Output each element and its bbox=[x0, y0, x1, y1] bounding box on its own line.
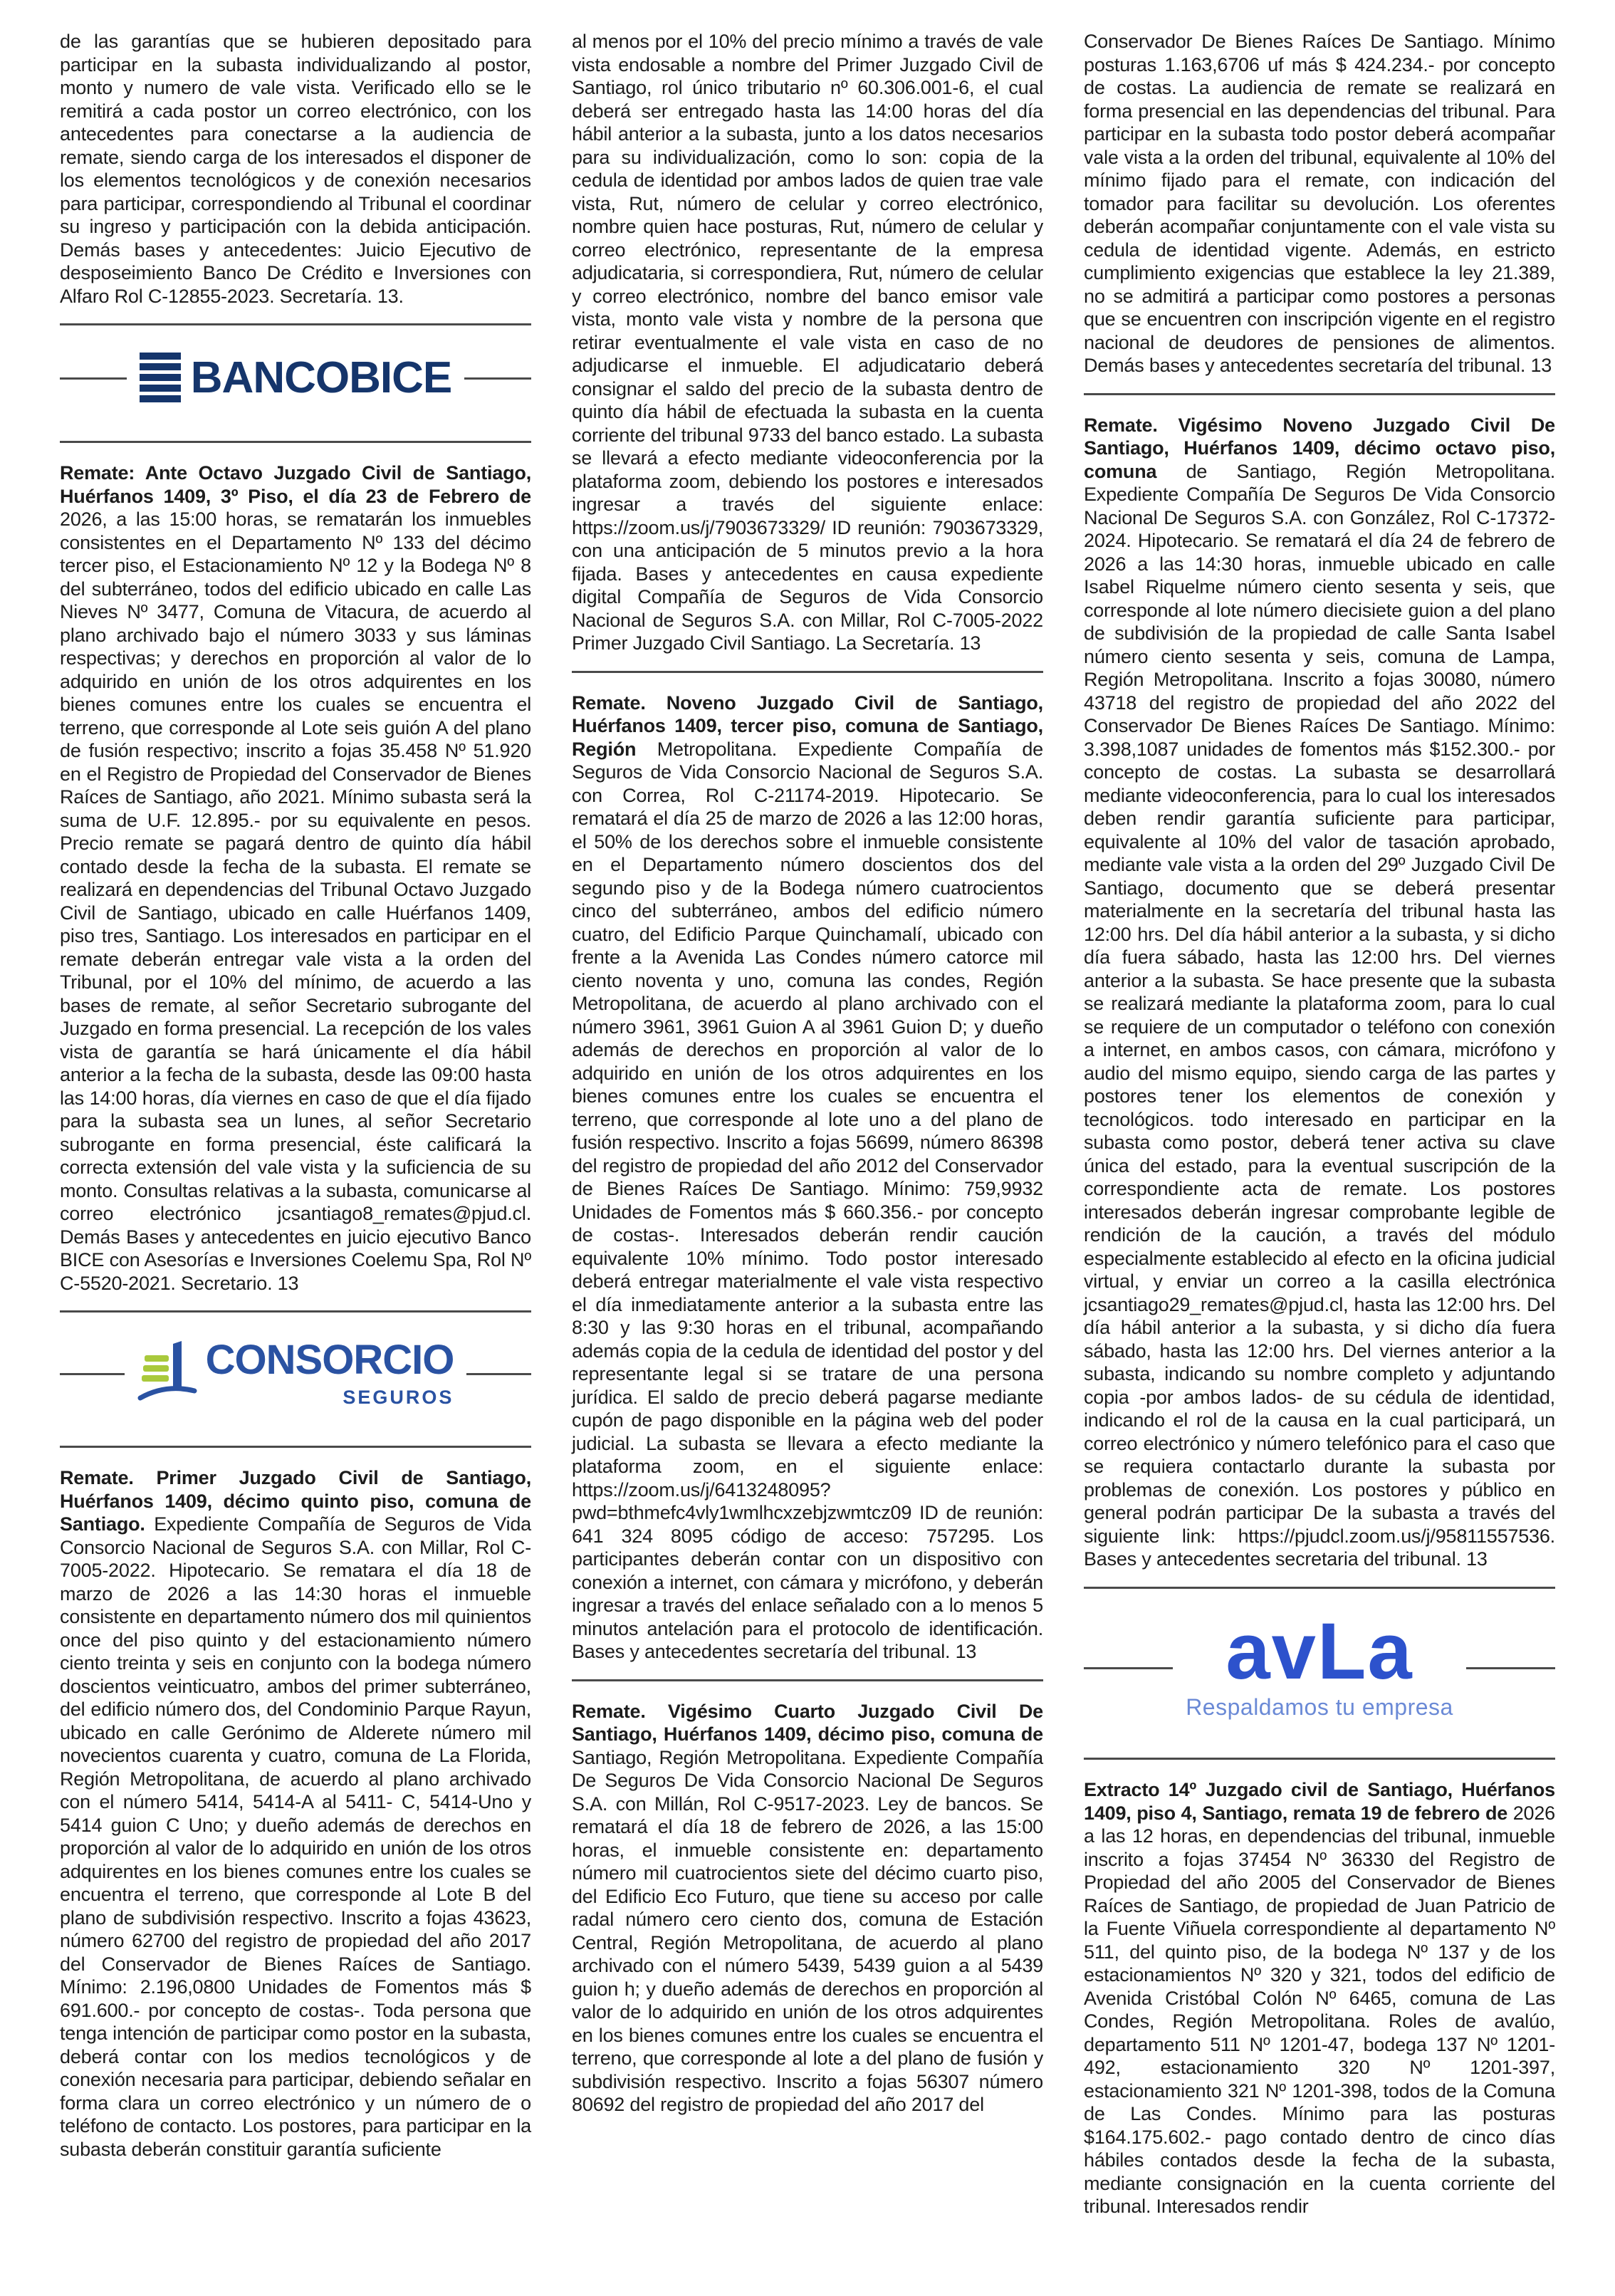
consorcio-text: CONSORCIO bbox=[205, 1337, 454, 1383]
divider bbox=[60, 377, 127, 380]
avla-tagline: Respaldamos tu empresa bbox=[1186, 1694, 1453, 1721]
divider bbox=[1084, 1587, 1555, 1589]
divider bbox=[1466, 1667, 1555, 1669]
notice-continuation-vigesimo-cuarto: Conservador De Bienes Raíces De Santiago. Mínimo posturas 1.163,6706 uf más $ 424.234.- por concepto de costas. La audiencia de remate se realizará en forma presencial en las dependencias del tribunal. Para participar en la subasta todo postor deberá acompañar vale vista a la orden del tribunal, equivalente al 10% del mínimo fijado para el remate, con indicación del tomador para facilitar su devolución. Los oferentes deberán acompañar conjuntamente con el vale vista su cedula de identidad vigente. Además, en estricto cumplimiento exigencias que establece la ley 21.389, no se admitirá a participar como postores a personas que se encuentren con inscripción vigente en el registro nacional de deudores de pensiones de alimentos. Demás bases y antecedentes secretaría del tribunal. 13 bbox=[1084, 31, 1555, 376]
divider-block bbox=[1084, 393, 1555, 395]
notice-continuation-bci: de las garantías que se hubieren depositado para participar en la subasta individualizando al postor, monto y numero de vale vista. Verificado ello se le remitirá a cada postor un correo electrónico, con los antecedentes para conectarse a la audiencia de remate, siendo carga de los interesados el disponer de los elementos tecnológicos y de conexión necesarios para participar, correspondiendo al Tribunal el coordinar su ingreso y participación con la debida anticipación. Demás bases y antecedentes: Juicio Ejecutivo de desposeimiento Banco De Crédito e Inversiones con Alfaro Rol C-12855-2023. Secretaría. 13. bbox=[60, 31, 531, 307]
ad-remate-noveno-juzgado bbox=[572, 692, 1043, 1664]
divider bbox=[60, 441, 531, 443]
ad-lead: Remate. Primer Juzgado Civil de Santiago, Huérfanos 1409, décimo quinto piso, comuna de Santiago. bbox=[60, 1467, 531, 1535]
divider bbox=[464, 377, 531, 380]
ad-lead: Remate. Vigésimo Cuarto Juzgado Civil De Santiago, Huérfanos 1409, décimo piso, comuna de bbox=[572, 1700, 1043, 1745]
divider bbox=[60, 323, 531, 325]
ad-lead: Remate: Ante Octavo Juzgado Civil de Santiago, Huérfanos 1409, 3º Piso, el día 23 de Febrero de bbox=[60, 462, 531, 507]
avla-logo bbox=[1186, 1606, 1453, 1721]
notice-continuation-primer-juzgado: al menos por el 10% del precio mínimo a través de vale vista endosable a nombre del Primer Juzgado Civil de Santiago, rol único tributario nº 60.306.001-6, el cual deberá ser entregado hasta las 14:00 horas del día hábil anterior a la subasta, junto a los datos necesarios para su individualización, como lo son: copia de la cedula de identidad por ambos lados de quien trae vale vista, Rut, número de celular y correo electrónico, nombre quien hace posturas, Rut, número de celular y correo electrónico, representante de la empresa adjudicataria, si correspondiera, Rut, número de celular y correo electrónico, nombre del banco emisor vale vista, monto vale vista y nombre de la persona que retirar eventualmente el vale vista en caso de no adjudicarse el inmueble. El adjudicatario deberá consignar el saldo del precio de la subasta dentro de quinto día hábil de efectuada la subasta en la cuenta corriente del tribunal 9733 del banco estado. La subasta se llevará a efecto mediante videoconferencia por la plataforma zoom, debiendo los postores e interesados ingresar a través del siguiente enlace: https://zoom.us/j/7903673329/ ID reunión: 7903673329, con una anticipación de 5 minutos previo a la hora fijada. Bases y antecedentes en causa expediente digital Compañía de Seguros de Vida Consorcio Nacional de Seguros S.A. con Millar, Rol C-7005-2022 Primer Juzgado Civil Santiago. La Secretaría. 13 bbox=[572, 31, 1043, 654]
banco-bice-logo-block bbox=[60, 323, 531, 443]
divider bbox=[1084, 1758, 1555, 1760]
avla-logo-block bbox=[1084, 1587, 1555, 1760]
consorcio-wordmark bbox=[205, 1337, 454, 1409]
divider-block bbox=[572, 671, 1043, 673]
divider bbox=[1084, 1667, 1173, 1669]
banco-bice-logo bbox=[140, 353, 451, 404]
divider-block bbox=[572, 1679, 1043, 1681]
avla-logo-row bbox=[1084, 1606, 1555, 1721]
ad-lead: Remate. Vigésimo Noveno Juzgado Civil De Santiago, Huérfanos 1409, décimo octavo piso, comuna bbox=[1084, 414, 1555, 482]
divider bbox=[60, 1446, 531, 1448]
divider bbox=[60, 1310, 531, 1313]
divider bbox=[1084, 393, 1555, 395]
consorcio-logo-row bbox=[60, 1337, 531, 1409]
column-3 bbox=[1084, 30, 1555, 2275]
consorcio-building-icon bbox=[137, 1340, 199, 1408]
divider bbox=[466, 1373, 531, 1375]
ad-body: 2026, a las 15:00 horas, se rematarán los inmuebles consistentes en el Departamento Nº 133 del décimo tercer piso, el Estacionamiento Nº 12 y la Bodega Nº 8 del subterráneo, todos del edificio ubicado en calle Las Nieves Nº 3477, Comuna de Vitacura, de acuerdo al plano archivado bajo el número 3033 y sus láminas respectivas; y derechos en proporción al valor de lo adquirido en unión de los otros adquirentes en los bienes comunes entre los cuales se encuentra el terreno, que corresponde al Lote seis guión A del plano de fusión respectivo; inscrito a fojas 35.458 Nº 51.920 en el Registro de Propiedad del Conservador de Bienes Raíces de Santiago, año 2021. Mínimo subasta será la suma de U.F. 12.895.- por su equivalente en pesos. Precio remate se pagará dentro de quinto día hábil contado desde la fecha de la subasta. El remate se realizará en dependencias del Tribunal Octavo Juzgado Civil de Santiago, ubicado en calle Huérfanos 1409, piso tres, Santiago. Los interesados en participar en el remate deberán entregar vale vista a la orden del Tribunal, por el 10% del mínimo, de acuerdo a las bases de remate, al señor Secretario subrogante del Juzgado en forma presencial. La recepción de los vales vista de garantía se hará únicamente el día hábil anterior a la fecha de la subasta, desde las 09:00 hasta las 14:00 horas, día viernes en caso de que el día fijado para la subasta sea un lunes, al señor Secretario subrogante en forma presencial, éste calificará la correcta extensión del vale vista y la suficiencia de su monto. Consultas relativas a la subasta, comunicarse al correo electrónico jcsantiago8_remates@pjud.cl. Demás Bases y antecedentes en juicio ejecutivo Banco BICE con Asesorías e Inversiones Coelemu Spa, Rol Nº C-5520-2021. Secretario. 13 bbox=[60, 508, 531, 1294]
ad-remate-vigesimo-noveno-juzgado bbox=[1084, 414, 1555, 1571]
seguros-text: SEGUROS bbox=[343, 1387, 454, 1408]
ad-lead: Extracto 14º Juzgado civil de Santiago, Huérfanos 1409, piso 4, Santiago, remata 19 de febrero de bbox=[1084, 1779, 1555, 1824]
column-2 bbox=[572, 30, 1043, 2275]
ad-remate-primer-juzgado bbox=[60, 1466, 531, 2161]
ad-body: Santiago, Región Metropolitana. Expediente Compañía De Seguros De Vida Consorcio Nacional De Seguros S.A. con Millán, Rol C-9517-2023. Ley de bancos. Se rematará el día 18 de febrero de 2026, a las 15:00 horas, el inmueble consistente en: departamento número mil cuatrocientos siete del décimo cuarto piso, del Edificio Eco Futuro, que tiene su acceso por calle radal número cero ciento dos, comuna de Estación Central, Región Metropolitana, de acuerdo al plano archivado con el número 5439, 5439 guion a al 5439 guion h; y dueño además de derechos en proporción al valor de lo adquirido en unión de los otros adquirentes en los bienes comunes entre los cuales se encuentra el terreno, que corresponde al lote a del plano de fusión y subdivisión respectivo. Inscrito a fojas 56307 número 80692 del registro de propiedad del año 2017 del bbox=[572, 1746, 1043, 2115]
banco-bice-wordmark bbox=[190, 353, 452, 402]
divider bbox=[572, 671, 1043, 673]
consorcio-logo bbox=[137, 1337, 454, 1409]
avla-text: avLa bbox=[1225, 1606, 1413, 1696]
column-1 bbox=[60, 30, 531, 2275]
avla-wordmark bbox=[1186, 1606, 1453, 1721]
banco-bice-logo-row bbox=[60, 353, 531, 404]
bice-text: BICE bbox=[349, 353, 452, 402]
ad-remate-octavo-juzgado bbox=[60, 461, 531, 1295]
divider bbox=[572, 1679, 1043, 1681]
ad-extracto-14-juzgado bbox=[1084, 1778, 1555, 2218]
ad-body: 2026 a las 12 horas, en dependencias del tribunal, inmueble inscrito a fojas 37454 Nº 36330 del Registro de Propiedad del año 2005 del Conservador de Bienes Raíces de Santiago, de propiedad de Juan Patricio de la Fuente Viñuela correspondiente al departamento Nº 511, del quinto piso, de la bodega Nº 137 y de los estacionamientos Nº 320 y 321, todos del edificio de Avenida Cristóbal Colón Nº 6465, comuna de Las Condes, Región Metropolitana. Roles de avalúo, departamento 511 Nº 1201-47, bodega 137 Nº 1201-492, estacionamiento 320 Nº 1201-397, estacionamiento 321 Nº 1201-398, todos de la Comuna de Las Condes. Mínimo para las posturas $164.175.602.- pago contado dentro de cinco días hábiles contados desde la fecha de la subasta, mediante consignación en la cuenta corriente del tribunal. Interesados rendir bbox=[1084, 1802, 1555, 2218]
ad-body: de Santiago, Región Metropolitana. Expediente Compañía De Seguros De Vida Consorcio Nacional De Seguros S.A. con González, Rol C-17372-2024. Hipotecario. Se rematará el día 24 de febrero de 2026 a las 14:30 horas, inmueble ubicado en calle Isabel Riquelme número ciento sesenta y seis, que corresponde al lote número diecisiete guion a del plano de subdivisión de la propiedad de calle Santa Isabel número ciento sesenta y seis, comuna de Lampa, Región Metropolitana. Inscrito a fojas 30080, número 43718 del registro de propiedad del año 2022 del Conservador De Bienes Raíces De Santiago. Mínimo: 3.398,1087 unidades de fomentos más $152.300.- por concepto de costas. La subasta se desarrollará mediante videoconferencia, para lo cual los interesados deben rendir garantía suficiente para participar, equivalente al 10% del valor de tasación aprobado, mediante vale vista a la orden del 29º Juzgado Civil De Santiago, documento que se deberá presentar materialmente en la secretaría del tribunal hasta las 12:00 hrs. Del día hábil anterior a la subasta, y si dicho día fuera sábado, hasta las 12:00 hrs. Del viernes anterior a la subasta. Se hace presente que la subasta se realizará mediante la plataforma zoom, para lo cual se requiere de un computador o teléfono con conexión a internet, en ambos casos, con cámara, micrófono y audio del mismo equipo, siendo carga de las partes y postores tener los elementos de conexión y tecnológicos. todo interesado en participar en la subasta como postor, deberá tener activa su clave única del estado, para la eventual suscripción de la correspondiente acta de remate. Los postores interesados deberán ingresar comprobante legible de rendición de la caución, a través del módulo especialmente establecido al efecto en la oficina judicial virtual, y enviar un correo a la casilla electrónica jcsantiago29_remates@pjud.cl, hasta las 12:00 hrs. Del día hábil anterior a la subasta, y si dicho día fuera sábado, hasta las 12:00 hrs. Del viernes anterior a la subasta, indicando su nombre completo y adjuntando copia -por ambos lados- de su cédula de identidad, indicando el rol de la causa en la cual participará, un correo electrónico y número telefónico para el caso que se requiera contactarlo durante la subasta por problemas de conexión. Los postores y público en general podrán participar De la subasta a través del siguiente link: https://pjudcl.zoom.us/j/95811557536. Bases y antecedentes secretaria del tribunal. 13 bbox=[1084, 460, 1555, 1570]
ad-body: Metropolitana. Expediente Compañía de Seguros de Vida Consorcio Nacional de Seguros S.A. con Correa, Rol C-21174-2019. Hipotecario. Se rematará el día 25 de marzo de 2026 a las 12:00 horas, el 50% de los derechos sobre el inmueble consistente en el Departamento número doscientos dos del segundo piso y de la Bodega número cuatrocientos cinco del subterráneo, ambos del edificio número cuatro, del Edificio Parque Quinchamalí, ubicado con frente a la Avenida Las Condes número catorce mil ciento noventa y uno, comuna las condes, Región Metropolitana, de acuerdo al plano archivado con el número 3961, 3961 Guion A al 3961 Guion D; y dueño además de derechos en proporción al valor de lo adquirido en unión de los otros adquirentes en los bienes comunes entre los cuales se encuentra el terreno, que corresponde al lote uno a del plano de fusión respectivo. Inscrito a fojas 56699, número 86398 del registro de propiedad del año 2012 del Conservador de Bienes Raíces De Santiago. Mínimo: 759,9932 Unidades de Fomentos más $ 660.356.- por concepto de costas-. Interesados deberán rendir caución equivalente 10% mínimo. Todo postor interesado deberá entregar materialmente el vale vista respectivo el día inmediatamente anterior a la subasta entre las 8:30 y las 9:30 horas en el tribunal, acompañando además copia de la cedula de identidad del postor y del representante legal si se tratare de una persona jurídica. El saldo de precio deberá pagarse mediante cupón de pago disponible en la página web del poder judicial. La subasta se llevara a efecto mediante la plataforma zoom, en el siguiente enlace: https://zoom.us/j/6413248095?pwd=bthmefc4vly1wmlhcxzebjzwmtcz09 ID de reunión: 641 324 8095 código de acceso: 757295. Los participantes deberán contar con un dispositivo con conexión a internet, con cámara y micrófono, y deberán ingresar a través del enlace señalado con a lo menos 5 minutos antelación para el protocolo de identificación. Bases y antecedentes secretaría del tribunal. 13 bbox=[572, 738, 1043, 1662]
consorcio-logo-block bbox=[60, 1310, 531, 1448]
bice-bars-icon bbox=[140, 353, 181, 404]
banco-text: BANCO bbox=[190, 353, 350, 402]
divider bbox=[60, 1373, 125, 1375]
ad-lead: Remate. Noveno Juzgado Civil de Santiago, Huérfanos 1409, tercer piso, comuna de Santiago, Región bbox=[572, 692, 1043, 760]
ad-body: Expediente Compañía de Seguros de Vida Consorcio Nacional de Seguros S.A. con Millar, Rol C-7005-2022. Hipotecario. Se rematara el día 18 de marzo de 2026 a las 14:30 horas el inmueble consistente en departamento número dos mil quinientos once del piso quinto y del estacionamiento número ciento treinta y seis en conjunto con la bodega número doscientos veinticuatro, ambos del primer subterráneo, del edificio número dos, del Condominio Parque Rayun, ubicado en calle Gerónimo de Alderete número mil novecientos cuarenta y cuatro, comuna de La Florida, Región Metropolitana, de acuerdo al plano archivado con el número 5414, 5414-A al 5411- C, 5414-Uno y 5414 guion C Uno; y dueño además de derechos en proporción al valor de lo adquirido en unión de los otros adquirentes en los bienes comunes entre los cuales se encuentra el terreno, que corresponde al Lote B del plano de subdivisión respectivo. Inscrito a fojas 43623, número 62700 del registro de propiedad del año 2017 del Conservador de Bienes Raíces de Santiago. Mínimo: 2.196,0800 Unidades de Fomentos más $ 691.600.- por concepto de costas-. Toda persona que tenga intención de participar como postor en la subasta, deberá contar con los medios tecnológicos y de conexión necesaria para participar, debiendo señalar en forma clara un correo electrónico y un número de o teléfono de contacto. Los postores, para participar en la subasta deberán constituir garantía suficiente bbox=[60, 1513, 532, 2160]
ad-remate-vigesimo-cuarto-juzgado bbox=[572, 1700, 1043, 2117]
